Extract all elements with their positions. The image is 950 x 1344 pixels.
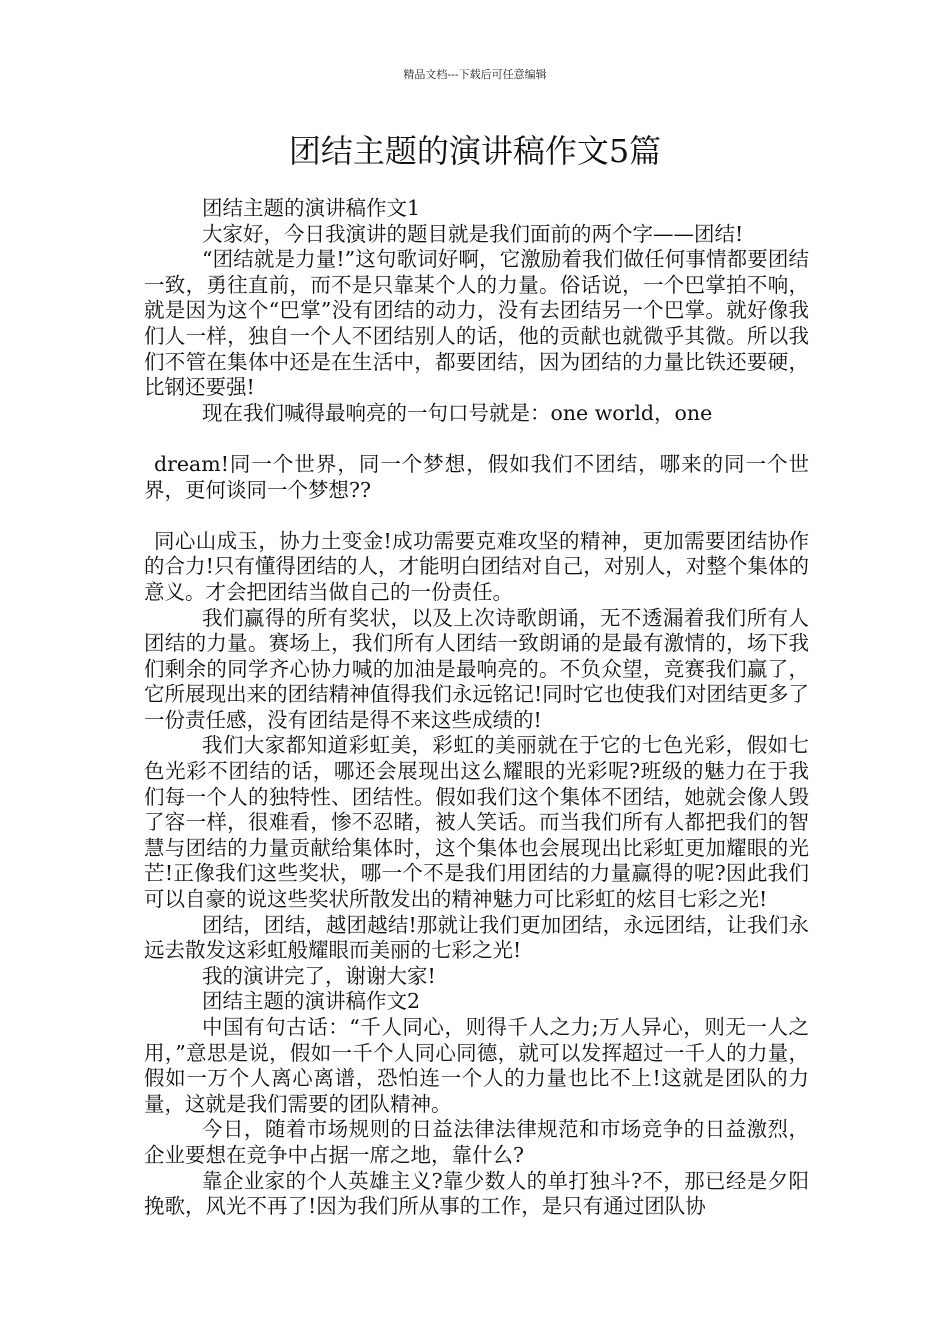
paragraph: 团结，团结，越团越结!那就让我们更加团结，永远团结，让我们永远去散发这彩虹般耀眼而美丽的七彩之光!	[144, 912, 809, 963]
paragraph-slogan: 现在我们喊得最响亮的一句口号就是：one world，one	[202, 400, 713, 425]
paragraph: 我们赢得的所有奖状，以及上次诗歌朗诵，无不透漏着我们所有人团结的力量。赛场上，我们所有人团结一致朗诵的是最有激情的，场下我们剩余的同学齐心协力喊的加油是最响亮的。不负众望，竞赛我们赢了，它所展现出来的团结精神值得我们永远铭记!同时它也使我们对团结更多了一份责任感，没有团结是得不来这些成绩的!	[144, 605, 809, 732]
section-heading-2: 团结主题的演讲稿作文2	[202, 989, 421, 1014]
paragraph: 靠企业家的个人英雄主义?靠少数人的单打独斗?不，那已经是夕阳挽歌，风光不再了!因为我们所从事的工作，是只有通过团队协	[144, 1168, 809, 1219]
document-body	[144, 196, 809, 1220]
paragraph-slogan-continued: dream!同一个世界，同一个梦想，假如我们不团结，哪来的同一个世界，更何谈同一个梦想??	[144, 451, 809, 502]
paragraph-greeting: 大家好，今日我演讲的题目就是我们面前的两个字——团结!	[202, 221, 744, 246]
header-note: 精品文档---下载后可任意编辑	[403, 68, 547, 81]
paragraph-closing: 我的演讲完了，谢谢大家!	[202, 963, 436, 988]
paragraph: 中国有句古话：“千人同心，则得千人之力;万人异心，则无一人之用，”意思是说，假如一千个人同心同德，就可以发挥超过一千人的力量，假如一万个人离心离谱，恐怕连一个人的力量也比不上!这就是团队的力量，这就是我们需要的团队精神。	[144, 1015, 809, 1116]
document-title: 团结主题的演讲稿作文5篇	[288, 132, 662, 170]
paragraph: 同心山成玉，协力土变金!成功需要克难攻坚的精神，更加需要团结协作的合力!只有懂得团结的人，才能明白团结对自己，对别人，对整个集体的意义。才会把团结当做自己的一份责任。	[144, 528, 809, 604]
section-heading-1: 团结主题的演讲稿作文1	[202, 196, 421, 220]
paragraph: 我们大家都知道彩虹美，彩虹的美丽就在于它的七色光彩，假如七色光彩不团结的话，哪还会展现出这么耀眼的光彩呢?班级的魅力在于我们每一个人的独特性、团结性。假如我们这个集体不团结，她就会像人毁了容一样，很难看，惨不忍睹，被人笑话。而当我们所有人都把我们的智慧与团结的力量贡献给集体时，这个集体也会展现出比彩虹更加耀眼的光芒!正像我们这些奖状，哪一个不是我们用团结的力量赢得的呢?因此我们可以自豪的说这些奖状所散发出的精神魅力可比彩虹的炫目七彩之光!	[144, 733, 809, 912]
paragraph: “团结就是力量!”这句歌词好啊，它激励着我们做任何事情都要团结一致，勇往直前，而不是只靠某个人的力量。俗话说，一个巴掌拍不响，就是因为这个“巴掌”没有团结的动力，没有去团结另一个巴掌。就好像我们人一样，独自一个人不团结别人的话，他的贡献也就微乎其微。所以我们不管在集体中还是在生活中，都要团结，因为团结的力量比铁还要硬，比钢还要强!	[144, 247, 809, 400]
paragraph: 今日，随着市场规则的日益法律法律规范和市场竞争的日益激烈，企业要想在竞争中占据一席之地，靠什么?	[144, 1117, 809, 1167]
